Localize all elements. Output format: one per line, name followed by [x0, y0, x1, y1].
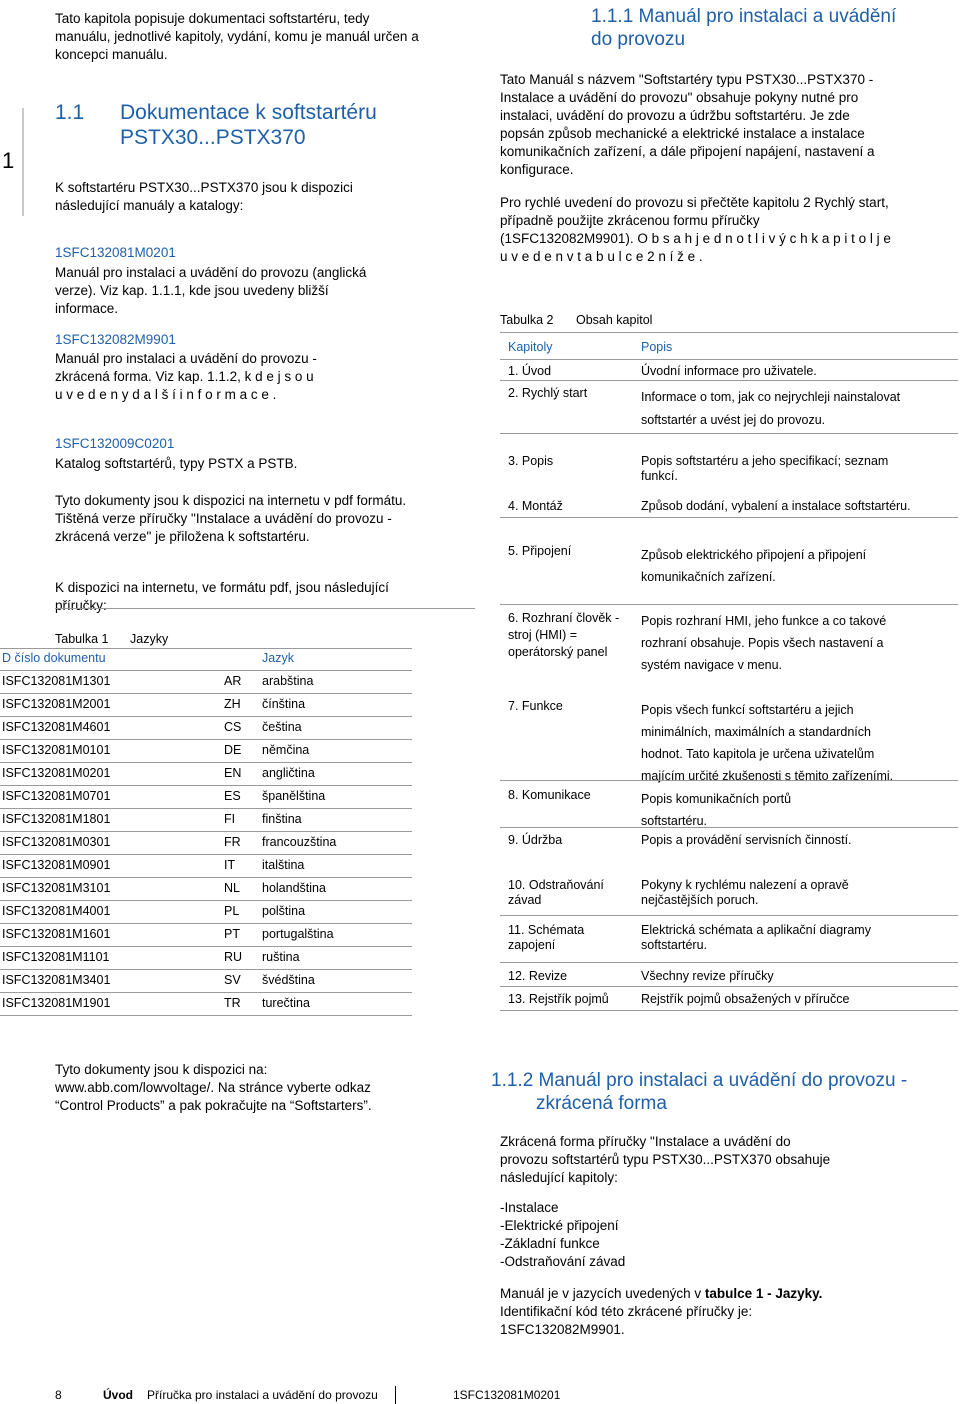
availability-paragraph: Tyto dokumenty jsou k dispozici na internetu v pdf formátu. Tištěná verze příručky "Instalace a uvádění do provozu - zkrácená verze" je přiložena k softstartéru.: [55, 493, 407, 544]
table-row: ISFC132081M1101 RU ruština: [0, 947, 412, 970]
short-manual-chapters-list: [500, 1199, 958, 1271]
table1-header-doc: D číslo dokumentu: [2, 651, 106, 665]
table-row: ISFC132081M0701 ES španělština: [0, 786, 412, 809]
footer-title: Příručka pro instalaci a uvádění do provozu: [147, 1388, 378, 1402]
list-item: -Elektrické připojení: [500, 1218, 619, 1233]
doc3-code: 1SFC132009C0201: [55, 436, 175, 451]
doc2-text: Manuál pro instalaci a uvádění do provozu - zkrácená forma. Viz kap. 1.1.2, k d e j s o u u v e d e n y d a l š í i n f o r m a c e .: [55, 351, 317, 402]
section-1-1-2-paragraph: Zkrácená forma příručky "Instalace a uvádění do provozu softstartérů typu PSTX30...PSTX370 obsahuje následující kapitoly:: [500, 1134, 831, 1185]
table-row: ISFC132081M1301 AR arabština: [0, 671, 412, 694]
footer-doc-code: 1SFC132081M0201: [453, 1388, 561, 1402]
list-item: -Základní funkce: [500, 1236, 600, 1251]
doc3-text: Katalog softstartérů, typy PSTX a PSTB.: [55, 456, 298, 471]
table-row: ISFC132081M2001 ZH čínština: [0, 694, 412, 717]
table-row: ISFC132081M1901 TR turečtina: [0, 993, 412, 1016]
row-rule: [500, 986, 958, 987]
row-rule: [500, 780, 958, 781]
table-row: ISFC132081M3101 NL holandština: [0, 878, 412, 901]
intro-paragraph: Tato kapitola popisuje dokumentaci softstartéru, tedy manuálu, jednotlivé kapitoly, vydání, komu je manuál určen a koncepci manuálu.: [55, 11, 419, 62]
chapter-number: 1: [2, 148, 15, 173]
table-row: ISFC132081M1801 FI finština: [0, 809, 412, 832]
table-row: ISFC132081M0301 FR francouzština: [0, 832, 412, 855]
doc1-text: Manuál pro instalaci a uvádění do provozu (anglická verze). Viz kap. 1.1.1, kde jsou uvedeny bližší informace.: [55, 265, 367, 316]
table-row: ISFC132081M0901 IT italština: [0, 855, 412, 878]
list-item: -Instalace: [500, 1200, 559, 1215]
table-row: ISFC132081M3401 SV švédština: [0, 970, 412, 993]
short-manual-language-paragraph: Manuál je v jazycích uvedených v tabulce 1 - Jazyky. Identifikační kód této zkrácené příručky je: 1SFC132082M9901.: [500, 1286, 823, 1337]
paragraph-rule: [55, 608, 475, 609]
table1-reference: tabulce 1 - Jazyky.: [704, 1286, 823, 1301]
row-rule: [500, 604, 958, 605]
table2-header-desc: Popis: [641, 340, 673, 354]
quick-start-paragraph: Pro rychlé uvedení do provozu si přečtěte kapitolu 2 Rychlý start, případně použijte zkrácenou formu příručky (1SFC132082M9901). O b s a h j e d n o t l i v ý c h k a p i t o l j e u v e d e n v t a b u l c e 2 n í ž e .: [500, 195, 891, 264]
chapter-tab: [0, 108, 24, 216]
table2-bottom-rule: [500, 1010, 958, 1011]
section-1-1-1-title: 1.1.1 Manuál pro instalaci a uvádění do provozu: [591, 6, 897, 50]
section-1-1-1-paragraph: Tato Manuál s názvem "Softstartéry typu PSTX30...PSTX370 - Instalace a uvádění do provozu" obsahuje pokyny nutné pro instalaci, uvádění do provozu a údržbu softstartéru. Je zde popsán způsob mechanické a elektrické instalace a instalace komunikačních zařízení, a dále připojení napájení, nastavení a konfigurace.: [500, 72, 875, 177]
table-row: ISFC132081M0101 DE němčina: [0, 740, 412, 763]
footer-page-number: 8: [55, 1388, 62, 1402]
languages-table: [0, 648, 412, 1048]
table1-caption-label: Tabulka 1: [55, 632, 109, 646]
table-row: ISFC132081M4601 CS čeština: [0, 717, 412, 740]
table2-caption-title: Obsah kapitol: [576, 313, 653, 327]
row-rule: [500, 827, 958, 828]
footer-separator: [395, 1386, 396, 1404]
table-row: ISFC132081M4001 PL polština: [0, 901, 412, 924]
table-row: ISFC132081M0201 EN angličtina: [0, 763, 412, 786]
table2-header-rule: [500, 359, 958, 360]
row-rule: [500, 380, 958, 381]
download-paragraph: Tyto dokumenty jsou k dispozici na: www.abb.com/lowvoltage/. Na stránce vyberte odkaz “Control Products” a pak pokračujte na “Softstarters”.: [55, 1062, 372, 1113]
online-paragraph: K dispozici na internetu, ve formátu pdf, jsou následující příručky:: [55, 580, 389, 613]
row-rule: [500, 433, 958, 434]
row-rule: [500, 517, 958, 518]
manuals-intro: K softstartéru PSTX30...PSTX370 jsou k dispozici následující manuály a katalogy:: [55, 180, 353, 213]
table1-header: [0, 648, 412, 671]
table2-header-chapter: Kapitoly: [508, 340, 553, 354]
table1-header-lang: Jazyk: [262, 651, 294, 665]
row-rule: [500, 915, 958, 916]
table-row: ISFC132081M1601 PT portugalština: [0, 924, 412, 947]
doc2-code: 1SFC132082M9901: [55, 332, 176, 347]
section-1-1-2-title: 1.1.2 Manuál pro instalaci a uvádění do provozu - zkrácená forma: [491, 1070, 908, 1114]
section-number: 1.1: [55, 101, 85, 124]
table2-caption-label: Tabulka 2: [500, 313, 554, 327]
row-rule: [500, 962, 958, 963]
list-item: -Odstraňování závad: [500, 1254, 626, 1269]
table1-caption-title: Jazyky: [130, 632, 169, 646]
footer-chapter: Úvod: [103, 1388, 133, 1402]
section-title: Dokumentace k softstartéru PSTX30...PSTX370: [120, 101, 377, 149]
table2-top-rule: [500, 332, 958, 333]
doc1-code: 1SFC132081M0201: [55, 245, 176, 260]
